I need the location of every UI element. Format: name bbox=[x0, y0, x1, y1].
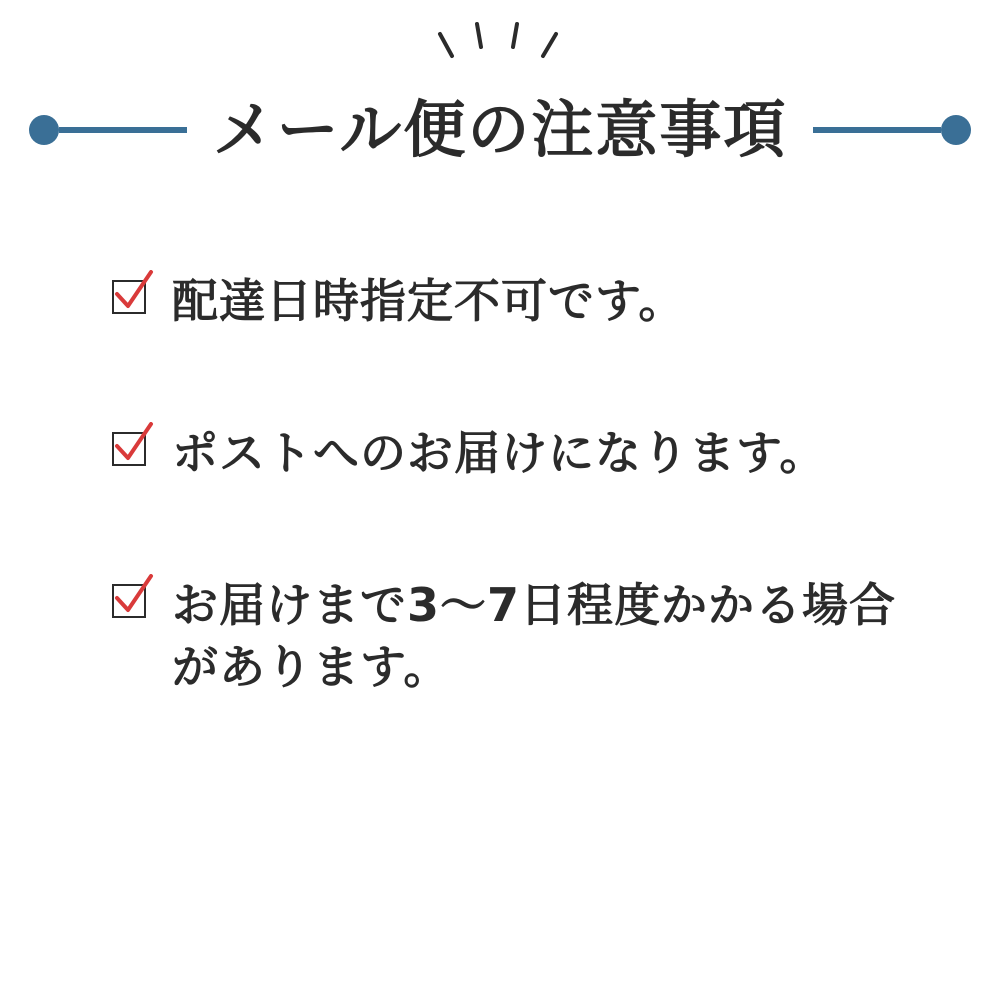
checkbox-checked-icon bbox=[112, 432, 150, 470]
notice-list bbox=[112, 270, 912, 698]
list-item bbox=[112, 270, 912, 332]
page-header bbox=[0, 20, 1000, 180]
right-rule bbox=[813, 127, 941, 133]
notice-text: お届けまで3〜7日程度かかる場合があります。 bbox=[172, 578, 897, 695]
list-item bbox=[112, 574, 912, 698]
notice-text: 配達日時指定不可です。 bbox=[172, 274, 686, 328]
right-dot-icon bbox=[941, 115, 971, 145]
notice-text: ポストへのお届けになります。 bbox=[172, 426, 827, 481]
checkbox-checked-icon bbox=[112, 584, 150, 622]
left-dot-icon bbox=[29, 115, 59, 145]
title-row bbox=[0, 80, 1000, 180]
list-item bbox=[112, 422, 912, 484]
checkbox-checked-icon bbox=[112, 280, 150, 318]
left-rule bbox=[59, 127, 187, 133]
page-title: メール便の注意事項 bbox=[212, 93, 788, 166]
